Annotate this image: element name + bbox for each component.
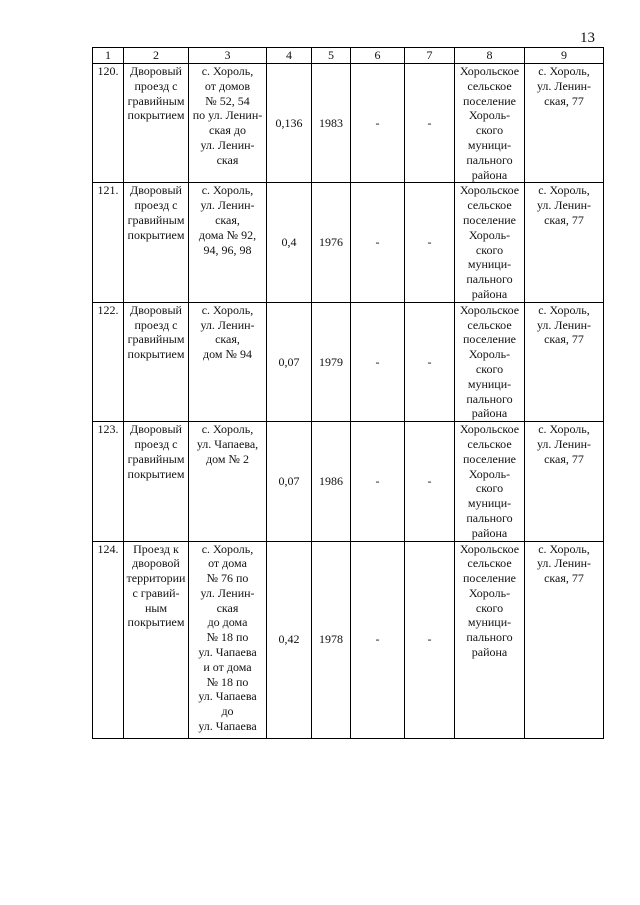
road-length: 0,4 (267, 183, 312, 302)
owner-address-line: ская, 77 (544, 332, 584, 347)
road-location-line: № 76 по (206, 571, 249, 586)
road-name-line: проезд с (134, 436, 178, 451)
road-location-line: ул. Ленин- (200, 198, 255, 213)
column-header: 4 (267, 48, 312, 64)
owner-line: Хороль- (468, 108, 511, 123)
table-header (93, 48, 604, 64)
table-body (93, 64, 604, 739)
table-row (93, 183, 604, 302)
road-name-line: гравийным (127, 332, 185, 347)
road-name-line: Дворовый (130, 64, 182, 78)
road-location (189, 64, 267, 183)
road-location-line: с. Хороль, (201, 422, 254, 437)
row-number: 120. (93, 64, 124, 183)
owner-address-line: с. Хороль, (538, 302, 590, 317)
column-6-value: - (351, 541, 405, 738)
owner-line: сельское (467, 78, 512, 93)
owner-address-line: ул. Ленин- (536, 78, 592, 93)
road-location-line: и от дома (203, 659, 252, 674)
road-name-line: проезд с (134, 317, 178, 332)
column-7-value: - (405, 422, 455, 541)
owner (455, 422, 525, 541)
road-length: 0,42 (267, 541, 312, 738)
road-location-line: с. Хороль, (201, 64, 254, 78)
owner-address-line: ская, 77 (544, 571, 584, 586)
column-6-value: - (351, 422, 405, 541)
owner-line: района (471, 286, 508, 301)
road-name-line: покрытием (127, 615, 185, 630)
owner-line: пального (466, 391, 513, 406)
commission-year: 1986 (312, 422, 351, 541)
owner-line: Хороль- (468, 585, 511, 600)
road-location-line: с. Хороль, (201, 302, 254, 317)
road-location-line: ская, (215, 212, 240, 227)
owner-line: сельское (467, 317, 512, 332)
owner-line: поселение (462, 332, 516, 347)
owner-line: ского (475, 481, 504, 496)
road-name-line: дворовой (132, 556, 180, 571)
owner-line: Хорольское (459, 541, 520, 556)
owner-address (525, 183, 604, 302)
road-name-line: Дворовый (130, 302, 182, 317)
table-row (93, 422, 604, 541)
owner-address-line: ул. Ленин- (536, 556, 592, 571)
road-name (124, 302, 189, 421)
column-header: 6 (351, 48, 405, 64)
owner-address-line: ул. Ленин- (536, 198, 592, 213)
column-6-value: - (351, 64, 405, 183)
owner (455, 302, 525, 421)
road-name (124, 541, 189, 738)
owner-line: ского (475, 361, 504, 376)
owner-line: поселение (462, 93, 516, 108)
road-name-line: гравийным (127, 93, 185, 108)
column-header: 3 (189, 48, 267, 64)
column-header: 5 (312, 48, 351, 64)
owner-line: сельское (467, 556, 512, 571)
owner-line: ского (475, 242, 504, 257)
column-6-value: - (351, 302, 405, 421)
commission-year: 1983 (312, 64, 351, 183)
owner-line: района (471, 525, 508, 540)
roads-registry-table (92, 47, 604, 739)
owner-line: пального (466, 510, 513, 525)
owner-line: Хорольское (459, 302, 520, 317)
owner-line: поселение (462, 571, 516, 586)
owner (455, 64, 525, 183)
road-location-line: № 52, 54 (205, 93, 250, 108)
road-location (189, 183, 267, 302)
column-7-value: - (405, 302, 455, 421)
row-number: 124. (93, 541, 124, 738)
road-location-line: до дома (207, 615, 248, 630)
owner-line: Хорольское (459, 64, 520, 78)
road-name-line: гравийным (127, 212, 185, 227)
header-row (93, 48, 604, 64)
column-7-value: - (405, 183, 455, 302)
owner-line: района (471, 167, 508, 182)
commission-year: 1976 (312, 183, 351, 302)
owner-address (525, 541, 604, 738)
owner-line: Хороль- (468, 466, 511, 481)
row-number: 123. (93, 422, 124, 541)
owner-address-line: ул. Ленин- (536, 317, 592, 332)
road-location-line: от домов (204, 78, 251, 93)
table-row (93, 541, 604, 738)
owner-address-line: ская, 77 (544, 93, 584, 108)
road-location-line: дом № 2 (206, 451, 249, 466)
road-name-line: Дворовый (130, 422, 182, 437)
road-name-line: ным (144, 600, 168, 615)
road-location-line: ул. Чапаева (198, 689, 257, 704)
road-location-line: с. Хороль, (201, 541, 254, 556)
owner-line: пального (466, 152, 513, 167)
owner-line: муници- (467, 257, 512, 272)
owner-line: пального (466, 630, 513, 645)
road-name-line: покрытием (127, 466, 185, 481)
owner-line: ского (475, 600, 504, 615)
road-name-line: покрытием (127, 347, 185, 362)
owner-line: сельское (467, 198, 512, 213)
road-location-line: ул. Ленин- (200, 137, 255, 152)
column-header: 8 (455, 48, 525, 64)
road-name-line: Проезд к (133, 541, 179, 556)
owner-line: Хороль- (468, 347, 511, 362)
owner (455, 183, 525, 302)
column-6-value: - (351, 183, 405, 302)
owner-line: поселение (462, 212, 516, 227)
owner-line: Хороль- (468, 227, 511, 242)
road-name-line: проезд с (134, 78, 178, 93)
road-length: 0,07 (267, 302, 312, 421)
road-location-line: 94, 96, 98 (203, 242, 252, 257)
road-location-line: по ул. Ленин- (192, 108, 263, 123)
owner-line: поселение (462, 451, 516, 466)
column-header: 1 (93, 48, 124, 64)
road-location (189, 541, 267, 738)
road-location-line: ская (216, 152, 239, 167)
owner-line: муници- (467, 615, 512, 630)
owner-address (525, 64, 604, 183)
road-location-line: ская, (215, 332, 240, 347)
road-location-line: дома № 92, (198, 227, 257, 242)
owner-line: муници- (467, 496, 512, 511)
row-number: 121. (93, 183, 124, 302)
table-row (93, 302, 604, 421)
row-number: 122. (93, 302, 124, 421)
road-location-line: ская до (209, 123, 246, 138)
road-name-line: территории (126, 571, 186, 586)
road-name-line: гравийным (127, 451, 185, 466)
owner-address-line: с. Хороль, (538, 183, 590, 198)
road-name-line: с гравий- (132, 585, 180, 600)
road-name (124, 422, 189, 541)
owner-line: ского (475, 123, 504, 138)
road-length: 0,07 (267, 422, 312, 541)
road-name-line: Дворовый (130, 183, 182, 198)
road-location (189, 302, 267, 421)
column-7-value: - (405, 541, 455, 738)
road-location-line: ул. Чапаева (198, 719, 257, 734)
road-location-line: с. Хороль, (201, 183, 254, 198)
owner-line: района (471, 645, 508, 660)
owner-address-line: с. Хороль, (538, 541, 590, 556)
road-location-line: ул. Чапаева (198, 645, 257, 660)
owner-line: муници- (467, 137, 512, 152)
column-header: 2 (124, 48, 189, 64)
road-location-line: ская (216, 600, 239, 615)
road-location-line: ул. Ленин- (200, 317, 255, 332)
road-location-line: № 18 по (206, 674, 249, 689)
owner-address-line: ская, 77 (544, 451, 584, 466)
owner-address (525, 302, 604, 421)
road-name-line: проезд с (134, 198, 178, 213)
road-location-line: дом № 94 (203, 347, 252, 362)
owner-line: Хорольское (459, 183, 520, 198)
road-name (124, 183, 189, 302)
owner-line: района (471, 406, 508, 421)
road-length: 0,136 (267, 64, 312, 183)
road-location-line: до (221, 704, 234, 719)
road-name-line: покрытием (127, 108, 185, 123)
column-header: 9 (525, 48, 604, 64)
commission-year: 1979 (312, 302, 351, 421)
owner-address-line: ул. Ленин- (536, 436, 592, 451)
page-number: 13 (580, 30, 595, 46)
road-location (189, 422, 267, 541)
owner-address-line: ская, 77 (544, 212, 584, 227)
owner-address-line: с. Хороль, (538, 422, 590, 437)
commission-year: 1978 (312, 541, 351, 738)
road-name-line: покрытием (127, 227, 185, 242)
owner-line: Хорольское (459, 422, 520, 437)
table-row (93, 64, 604, 183)
road-location-line: ул. Ленин- (200, 585, 255, 600)
column-header: 7 (405, 48, 455, 64)
road-location-line: ул. Чапаева, (196, 436, 259, 451)
owner-line: муници- (467, 376, 512, 391)
road-location-line: от дома (208, 556, 247, 571)
owner-address-line: с. Хороль, (538, 64, 590, 78)
owner (455, 541, 525, 738)
road-name (124, 64, 189, 183)
column-7-value: - (405, 64, 455, 183)
road-location-line: № 18 по (206, 630, 249, 645)
owner-line: сельское (467, 436, 512, 451)
owner-line: пального (466, 272, 513, 287)
owner-address (525, 422, 604, 541)
